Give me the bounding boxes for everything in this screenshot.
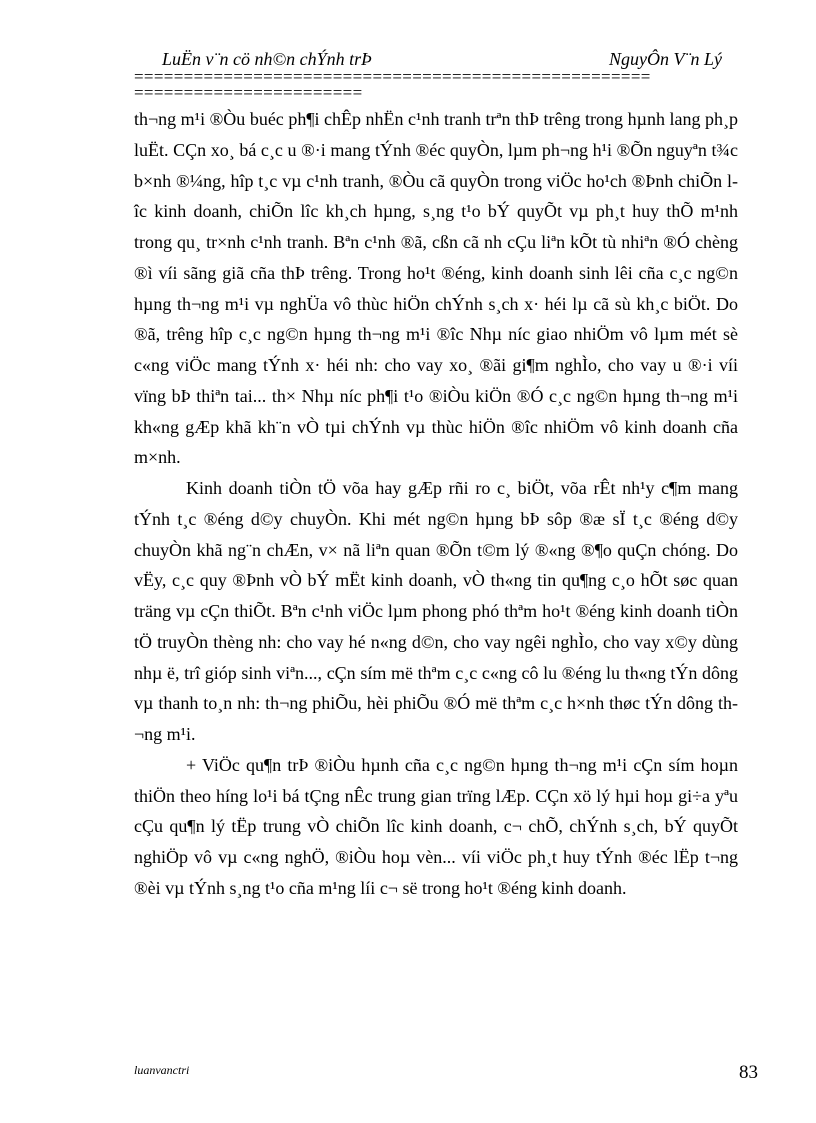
paragraph-1: th¬ng m¹i ®Òu buéc ph¶i chÊp nhËn c¹nh tranh trªn thÞ trêng trong hµnh lang ph¸p luËt. CÇn xo¸ bá c¸c u ®·i mang tÝnh ®éc quyÒn, lµm ph¬ng h¹i ®Õn nguyªn t¾c b×nh ®¼ng, hîp t¸c vµ c¹nh tranh, ®Òu cã quyÒn trong viÖc ho¹ch ®Þnh chiÕn lîc kinh doanh, chiÕn lîc kh¸ch hµng, s¸ng t¹o bÝ quyÕt vµ ph¸t huy thÕ m¹nh trong qu¸ tr×nh c¹nh tranh. Bªn c¹nh ®ã, cßn cã nh cÇu liªn kÕt tù nhiªn ®Ó chèng ®ì víi sãng giã cña thÞ trêng. Trong ho¹t ®éng, kinh doanh sinh lêi cña c¸c ng©n hµng th¬ng m¹i vµ nghÜa vô thùc hiÖn chÝnh s¸ch x· héi lµ cã sù kh¸c biÖt. Do ®ã, trêng hîp c¸c ng©n hµng th¬ng m¹i ®îc Nhµ níc giao nhiÖm vô lµm mét sè c«ng viÖc mang tÝnh x· héi nh: cho vay xo¸ ®ãi gi¶m nghÌo, cho vay u ®·i víi vïng bÞ thiªn tai... th× Nhµ níc ph¶i t¹o ®iÒu kiÖn ®Ó c¸c ng©n hµng th¬ng m¹i kh«ng gÆp khã kh¨n vÒ tµi chÝnh vµ thùc hiÖn ®îc nhiÖm vô kinh doanh cña m×nh. — [134, 109, 738, 468]
paragraph-2: Kinh doanh tiÒn tÖ võa hay gÆp rñi ro c¸ biÖt, võa rÊt nh¹y c¶m mang tÝnh t¸c ®éng d©y chuyÒn. Khi mét ng©n hµng bÞ sôp ®æ sÏ t¸c ®éng d©y chuyÒn khã ng¨n chÆn, v× nã liªn quan ®Õn t©m lý ®«ng ®¶o quÇn chóng. Do vËy, c¸c quy ®Þnh vÒ bÝ mËt kinh doanh, vÒ th«ng tin qu¶ng c¸o hÕt søc quan träng vµ cÇn thiÕt. Bªn c¹nh viÖc lµm phong phó thªm ho¹t ®éng kinh doanh tiÒn tÖ truyÒn thèng nh: cho vay hé n«ng d©n, cho vay ngêi nghÌo, cho vay x©y dùng nhµ ë, trî gióp sinh viªn..., cÇn sím më thªm c¸c c«ng cô lu ®éng lu th«ng tÝn dông vµ thanh to¸n nh: th¬ng phiÕu, hèi phiÕu ®Ó më thªm c¸c h×nh thøc tÝn dông th¬ng m¹i. — [134, 478, 738, 744]
header-author-name: NguyÔn V¨n Lý — [609, 49, 722, 69]
footer-site-label: luanvanctri — [134, 1063, 190, 1077]
header-rule-line-1: ==================================================== — [134, 70, 651, 83]
header-thesis-title: LuËn v¨n cö nh©n chÝnh trÞ — [162, 49, 373, 69]
page-number: 83 — [739, 1062, 758, 1083]
body-text — [134, 104, 738, 904]
header-rule-line-2: ======================= — [134, 86, 363, 99]
paragraph-3: + ViÖc qu¶n trÞ ®iÒu hµnh cña c¸c ng©n hµng th¬ng m¹i cÇn sím hoµn thiÖn theo híng lo¹i bá tÇng nÊc trung gian trïng lÆp. CÇn xö lý hµi hoµ gi÷a yªu cÇu qu¶n lý tËp trung vÒ chiÕn lîc kinh doanh, c¬ chÕ, chÝnh s¸ch, bÝ quyÕt nghiÖp vô vµ c«ng nghÖ, ®iÒu hoµ vèn... víi viÖc ph¸t huy tÝnh ®éc lËp t¬ng ®èi vµ tÝnh s¸ng t¹o cña m¹ng líi c¬ së trong ho¹t ®éng kinh doanh. — [134, 754, 738, 898]
